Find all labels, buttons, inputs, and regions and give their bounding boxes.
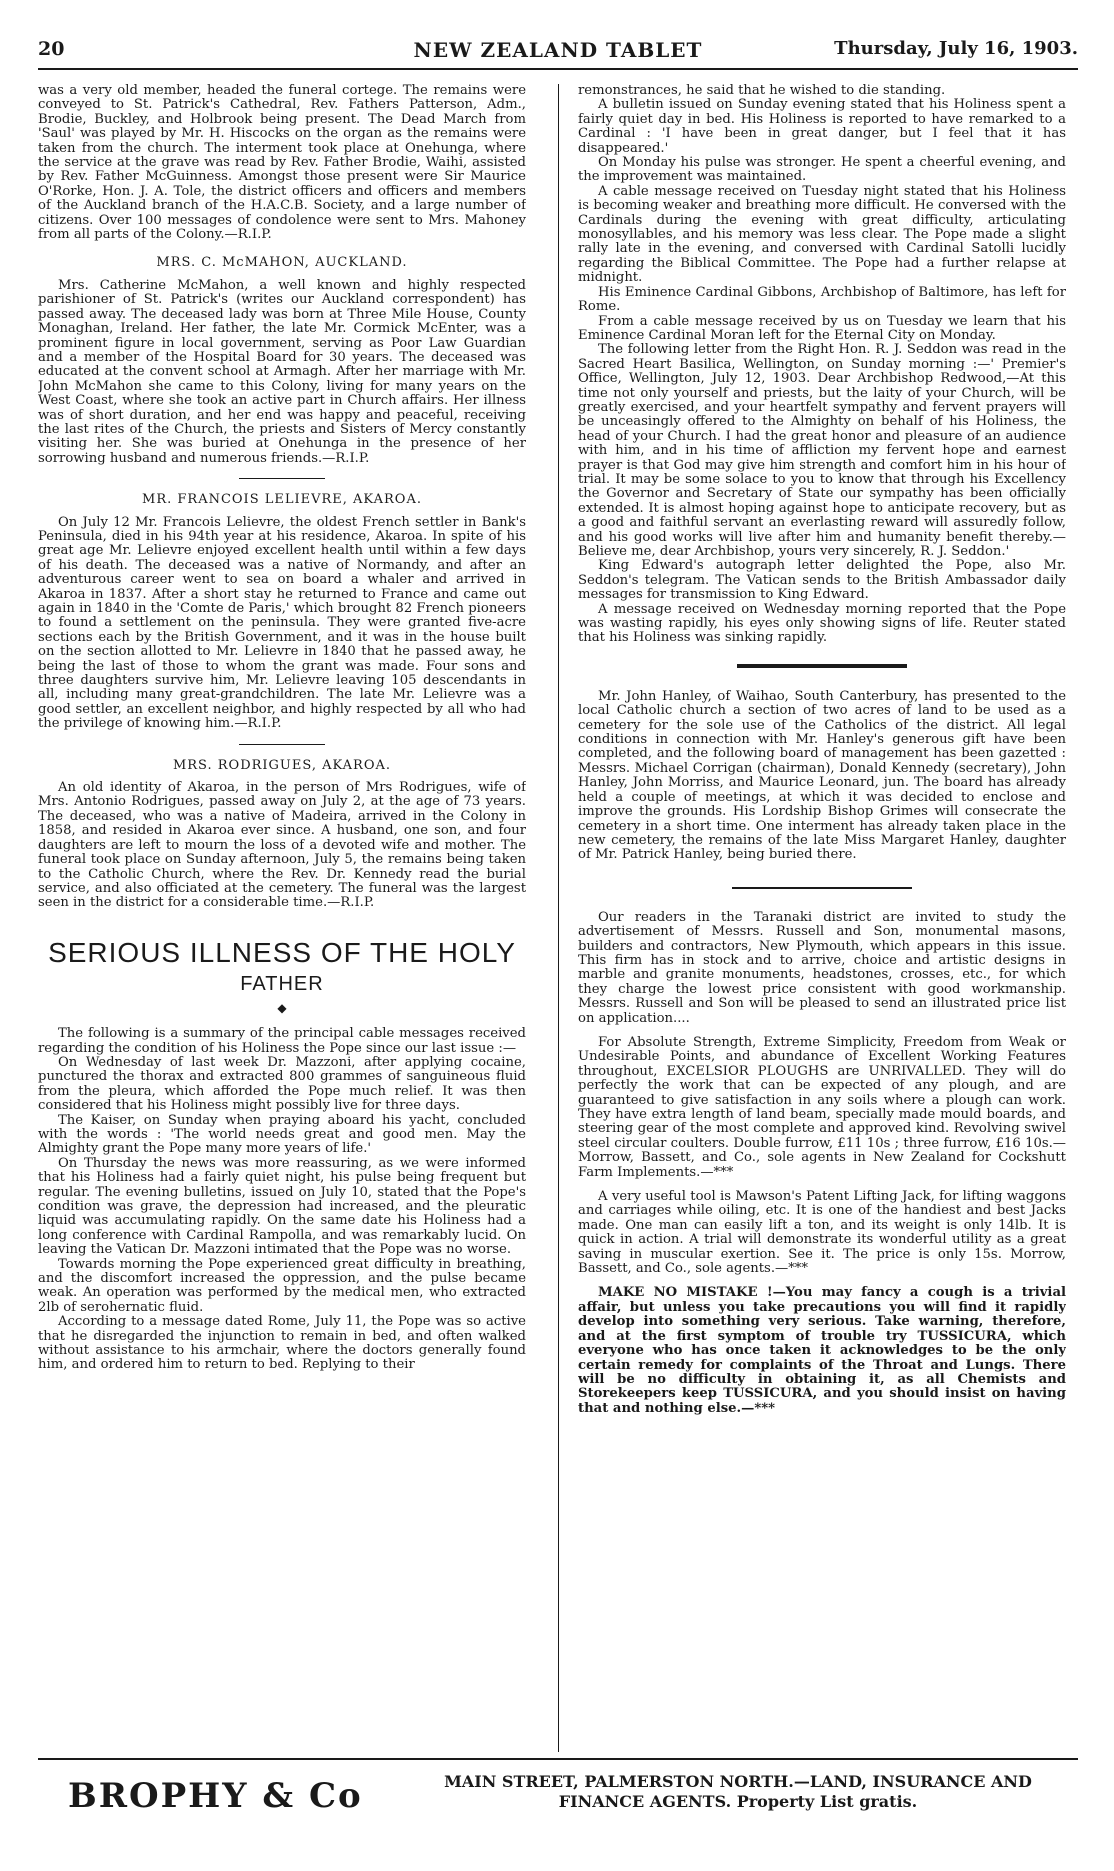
lelievre-text: On July 12 Mr. Francois Lelievre, the oldest French settler in Bank's Peninsula, died in his 94th year at his residence, Akaroa. In spite of his great age Mr. Lelievre enjoyed excellent health until within a few days of his death. The deceased was a native of Normandy, and after an adventurous career went to sea on board a whaler and arrived in Akaroa in 1837. After a short stay he returned to France and came out again in 1840 in the 'Comte de Paris,' which brought 82 French pioneers to found a settlement on the peninsula. They were granted five-acre sections each by the British Government, and it was in the house built on the section allotted to Mr. Lelievre in 1840 that he passed away, he being the last of those to whom the grant was made. Four sons and three daughters survive him, Mr. Lelievre leaving 105 descendants in all, including many great-grandchildren. The late Mr. Lelievre was a good settler, an excellent neighbor, and highly respected by all who had the privilege of knowing him.—R.I.P. [38,514,526,732]
advert-ploughs: For Absolute Strength, Extreme Simplicity, Freedom from Weak or Undesirable Points, and abundance of Excellent Working Features throughout, EXCELSIOR PLOUGHS are UNRIVALLED. They will do perfectly the work that can be expected of any plough, and are guaranteed to give satisfaction in any soils where a plough can work. They have extra length of land beam, specially made mould boards, and steering gear of the most complete and approved kind. Revolving swivel steel circular coulters. Double furrow, £11 10s ; three furrow, £16 10s.—Morrow, Bassett, and Co., sole agents in New Zealand for Cockshutt Farm Implements.—*** [578,1034,1066,1180]
mcmahon-text: Mrs. Catherine McMahon, a well known and highly respected parishioner of St. Patrick's (writes our Auckland correspondent) has passed away. The deceased lady was born at Three Mile House, County Monaghan, Ireland. Her father, the late Mr. Cormick McEnter, was a prominent figure in local government, serving as Poor Law Guardian and a member of the Hospital Board for 30 years. The deceased was educated at the convent school at Armagh. After her marriage with Mr. John McMahon she came to this Colony, living for many years on the West Coast, where she took an active part in Church affairs. Her illness was of short duration, and her end was happy and peaceful, receiving the last rites of the Church, the priests and Sisters of Mercy constantly visiting her. She was buried at Onehunga in the presence of her sorrowing husband and numerous friends.—R.I.P. [38,277,526,466]
advert-tussicura: MAKE NO MISTAKE !—You may fancy a cough is a trivial affair, but unless you take precautions you will find it rapidly develop into something very serious. Take warning, therefore, and at the first symptom of trouble try TUSSICURA, which everyone who has once taken it acknowledges to be the only certain remedy for complaints of the Throat and Lungs. There will be no difficulty in obtaining it, as all Chemists and Storekeepers keep TUSSICURA, and you should insist on having that and nothing else.—*** [578,1285,1066,1416]
footer-rule [38,1758,1078,1760]
right-column [578,84,1066,1754]
page-number: 20 [38,38,65,60]
advertiser-line-2: FINANCE AGENTS. Property List gratis. [558,1792,918,1811]
section-divider [732,887,912,889]
column-rule [558,84,559,1752]
issue-date: Thursday, July 16, 1903. [834,38,1078,59]
illness-paragraph: Towards morning the Pope experienced great difficulty in breathing, and the discomfort increased the oppression, and the pulse became weak. An operation was performed by the medical men, who extracted 2lb of serohernatic fluid. [38,1256,526,1315]
publication-title: NEW ZEALAND TABLET [413,38,703,62]
header-rule [38,68,1078,70]
pope-paragraph: King Edward's autograph letter delighted the Pope, also Mr. Seddon's telegram. The Vatican sends to the British Ambassador daily messages for transmission to King Edward. [578,558,1066,603]
rodrigues-text: An old identity of Akaroa, in the person of Mrs Rodrigues, wife of Mrs. Antonio Rodrigues, passed away on July 2, at the age of 73 years. The deceased, who was a native of Madeira, arrived in the Colony in 1858, and resided in Akaroa ever since. A husband, one son, and four daughters are left to mourn the loss of a devoted wife and mother. The funeral took place on Sunday afternoon, July 5, the remains being taken to the Catholic Church, where the Rev. Dr. Kennedy read the burial service, and also officiated at the cemetery. The funeral was the largest seen in the district for a considerable time.—R.I.P. [38,780,526,911]
rodrigues-heading: MRS. RODRIGUES, AKAROA. [172,757,392,773]
pope-paragraph: A message received on Wednesday morning reported that the Pope was wasting rapidly, his eyes only showing signs of life. Reuter stated that his Holiness was sinking rapidly. [578,601,1066,646]
illness-heading: SERIOUS ILLNESS OF THE HOLY [48,936,516,968]
illness-paragraph: The Kaiser, on Sunday when praying aboard his yacht, concluded with the words : 'The world needs great and good men. May the Almighty grant the Pope many more years of life.' [38,1112,526,1157]
footer-advert [38,1768,1078,1838]
pope-paragraph: From a cable message received by us on Tuesday we learn that his Eminence Cardinal Moran left for the Eternal City on Monday. [578,313,1066,343]
illness-paragraph: The following is a summary of the principal cable messages received regarding the condition of his Holiness the Pope since our last issue :— [38,1026,526,1056]
pope-paragraph: The following letter from the Right Hon. R. J. Seddon was read in the Sacred Heart Basilica, Wellington, on Sunday morning :—' Premier's Office, Wellington, July 12, 1903. Dear Archbishop Redwood,—At this time not only yourself and priests, but the laity of your Church, will be greatly exercised, and your heartfelt sympathy and fervent prayers will be unceasingly offered to the Almighty on behalf of his Holiness, the head of your Church. I had the great honor and pleasure of an audience with him, and in his time of affliction my fervent hope and earnest prayer is that God may give him strength and comfort him in his hour of trial. It may be some solace to you to know that through his Excellency the Governor and Secretary of State our sympathy has been officially extended. It is almost hoping against hope to anticipate recovery, but as a good and faithful servant an everlasting reward will assuredly follow, and his good works will live after him and humanity benefit thereby.—Believe me, dear Archbishop, yours very sincerely, R. J. Seddon.' [578,342,1066,559]
left-column [38,84,526,1754]
pope-paragraph: A cable message received on Tuesday night stated that his Holiness is becoming weaker and breathing more difficult. He conversed with the Cardinals during the evening with great difficulty, articulating monosyllables, and his memory was less clear. The Pope made a slight rally late in the evening, and conversed with Cardinal Satolli lucidly regarding the Biblical Committee. The Pope had a further relapse at midnight. [578,183,1066,286]
section-divider [239,744,325,745]
illness-paragraph: According to a message dated Rome, July 11, the Pope was so active that he disregarded the injunction to remain in bed, and often walked without assistance to his armchair, where the doctors generally found him, and ordered him to return to bed. Replying to their [38,1314,526,1373]
illness-paragraph: On Wednesday of last week Dr. Mazzoni, after applying cocaine, punctured the thorax and extracted 800 grammes of sanguineous fluid from the pleura, which afforded the Pope much relief. It was then considered that his Holiness might possibly live for three days. [38,1054,526,1114]
pope-paragraph: remonstrances, he said that he wished to die standing. [578,84,946,98]
pope-paragraph: His Eminence Cardinal Gibbons, Archbishop of Baltimore, has left for Rome. [578,284,1066,315]
illness-subheading: FATHER [240,972,324,995]
illness-paragraph: On Thursday the news was more reassuring, as we were informed that his Holiness had a fairly quiet night, his pulse being frequent but regular. The evening bulletins, issued on July 10, stated that the Pope's condition was grave, the depression had increased, and the pleuratic liquid was accumulating rapidly. On the same date his Holiness had a long conference with Cardinal Rampolla, and was remarkably lucid. On leaving the Vatican Dr. Mazzoni intimated that the Pope was no worse. [38,1155,526,1258]
advertiser-line-1: MAIN STREET, PALMERSTON NORTH.—LAND, INSURANCE AND [444,1772,1032,1791]
heavy-divider [737,664,907,668]
pope-paragraph: On Monday his pulse was stronger. He spent a cheerful evening, and the improvement was maintained. [578,155,1066,185]
lelievre-heading: MR. FRANCOIS LELIEVRE, AKAROA. [142,492,422,508]
mcmahon-heading: MRS. C. McMAHON, AUCKLAND. [156,255,408,271]
advertiser-name: BROPHY & Co [68,1776,363,1816]
hanley-text: Mr. John Hanley, of Waihao, South Canterbury, has presented to the local Catholic church a section of two acres of land to be used as a cemetery for the sole use of the Catholics of the district. All legal conditions in connection with Mr. Hanley's generous gift have been completed, and the following board of management has been gazetted : Messrs. Michael Corrigan (chairman), Donald Kennedy (secretary), John Hanley, John Morriss, and Maurice Leonard, jun. The board has already held a couple of meetings, at which it was decided to enclose and improve the grounds. His Lordship Bishop Grimes will consecrate the cemetery in a short time. One interment has already taken place in the new cemetery, the remains of the late Miss Margaret Hanley, daughter of Mr. Patrick Hanley, being buried there. [578,688,1066,863]
advert-lifting-jack: A very useful tool is Mawson's Patent Lifting Jack, for lifting waggons and carriages while oiling, etc. It is one of the handiest and best Jacks made. One man can easily lift a ton, and its weight is only 14lb. It is quick in action. A trial will demonstrate its wonderful utility as a great saving in muscular exertion. See it. The price is only 15s. Morrow, Bassett, and Co., sole agents.—*** [578,1189,1066,1277]
section-divider [239,478,325,479]
page-header [38,38,1078,64]
pope-paragraph: A bulletin issued on Sunday evening stated that his Holiness spent a fairly quiet day in bed. His Holiness is reported to have remarked to a Cardinal : 'I have been in great danger, but I feel that it has disappeared.' [578,97,1066,156]
diamond-ornament-icon: ◆ [277,1000,287,1015]
advertiser-info [398,1772,1078,1812]
obituary-continuation: was a very old member, headed the funeral cortege. The remains were conveyed to St. Patrick's Cathedral, Rev. Fathers Patterson, Adm., Brodie, Buckley, and Holbrook being present. The Dead March from 'Saul' was played by Mr. H. Hiscocks on the organ as the remains were taken from the church. The interment took place at Onehunga, where the service at the grave was read by Rev. Father Brodie, Waihi, assisted by Rev. Father McGuinness. Amongst those present were Sir Maurice O'Rorke, Hon. J. A. Tole, the district officers and officers and members of the Auckland branch of the H.A.C.B. Society, and a large number of citizens. Over 100 messages of condolence were sent to Mrs. Mahoney from all parts of the Colony.—R.I.P. [38,84,526,243]
advert-russell: Our readers in the Taranaki district are invited to study the advertisement of Messrs. Russell and Son, monumental masons, builders and contractors, New Plymouth, which appears in this issue. This firm has in stock and to arrive, choice and artistic designs in marble and granite monuments, headstones, crosses, etc., for which they charge the lowest price consistent with good workmanship. Messrs. Russell and Son will be pleased to send an illustrated price list on application.... [578,909,1066,1026]
